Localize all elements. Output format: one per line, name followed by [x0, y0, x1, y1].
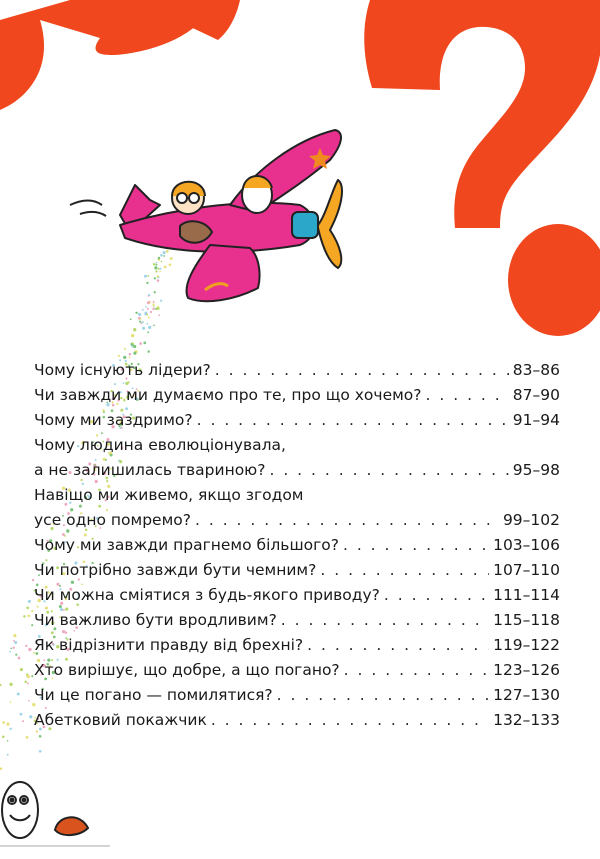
toc-entry[interactable]: [34, 608, 560, 633]
toc-entry[interactable]: [34, 533, 560, 558]
toc-entry-title: Чому існують лідери?: [34, 361, 211, 379]
toc-entry-title: а не залишилась твариною?: [34, 461, 266, 479]
toc-entry[interactable]: [34, 658, 560, 683]
toc-entry-title: Навіщо ми живемо, якщо згодом: [34, 486, 304, 504]
toc-entry[interactable]: [34, 583, 560, 608]
toc-entry-title: усе одно помремо?: [34, 511, 191, 529]
table-of-contents: [34, 358, 560, 733]
toc-leader-dots: [195, 508, 499, 533]
toc-page-range: 111–114: [493, 586, 560, 604]
toc-leader-dots: [344, 658, 489, 683]
toc-entry[interactable]: [34, 483, 560, 533]
toc-leader-dots: [426, 383, 509, 408]
toc-leader-dots: [197, 408, 509, 433]
toc-entry-title: Чому людина еволюціонувала,: [34, 436, 286, 454]
toc-page-range: 119–122: [493, 636, 560, 654]
toc-leader-dots: [320, 558, 489, 583]
toc-leader-dots: [343, 533, 489, 558]
egg-character-icon: [0, 782, 110, 846]
toc-leader-dots: [215, 358, 509, 383]
toc-leader-dots: [281, 608, 489, 633]
toc-entry-title: Чи потрібно завжди бути чемним?: [34, 561, 317, 579]
toc-page-range: 127–130: [493, 686, 560, 704]
toc-entry-title: Абетковий покажчик: [34, 711, 207, 729]
toc-entry-title: Чому ми заздримо?: [34, 411, 193, 429]
toc-entry[interactable]: [34, 358, 560, 383]
toc-page-range: 87–90: [512, 386, 560, 404]
toc-page-range: 91–94: [512, 411, 560, 429]
toc-leader-dots: [211, 708, 489, 733]
toc-entry[interactable]: [34, 683, 560, 708]
toc-page-range: 123–126: [493, 661, 560, 679]
toc-entry-title: Хто вирішує, що добре, а що погано?: [34, 661, 340, 679]
toc-entry-title: Чи важливо бути вродливим?: [34, 611, 277, 629]
toc-entry[interactable]: [34, 408, 560, 433]
toc-entry[interactable]: [34, 383, 560, 408]
toc-page-range: 103–106: [493, 536, 560, 554]
toc-entry-title: Як відрізнити правду від брехні?: [34, 636, 304, 654]
question-mark-left-icon: [0, 0, 240, 110]
toc-entry[interactable]: [34, 633, 560, 658]
toc-entry-title: Чи завжди ми думаємо про те, про що хочемо?: [34, 386, 422, 404]
airplane-icon: [70, 130, 342, 301]
toc-entry[interactable]: [34, 433, 560, 483]
toc-entry-title: Чи можна сміятися з будь-якого приводу?: [34, 586, 380, 604]
toc-entry-title: Чи це погано — помилятися?: [34, 686, 273, 704]
toc-leader-dots: [269, 458, 508, 483]
toc-leader-dots: [384, 583, 489, 608]
toc-page-range: 99–102: [502, 511, 560, 529]
toc-page-range: 132–133: [493, 711, 560, 729]
toc-leader-dots: [277, 683, 489, 708]
question-mark-right-icon: [364, 0, 600, 336]
toc-entry[interactable]: [34, 558, 560, 583]
toc-page-range: 107–110: [493, 561, 560, 579]
toc-page-range: 115–118: [493, 611, 560, 629]
toc-page-range: 83–86: [512, 361, 560, 379]
toc-entry[interactable]: [34, 708, 560, 733]
toc-page-range: 95–98: [512, 461, 560, 479]
toc-entry-title: Чому ми завжди прагнемо більшого?: [34, 536, 339, 554]
toc-leader-dots: [307, 633, 489, 658]
